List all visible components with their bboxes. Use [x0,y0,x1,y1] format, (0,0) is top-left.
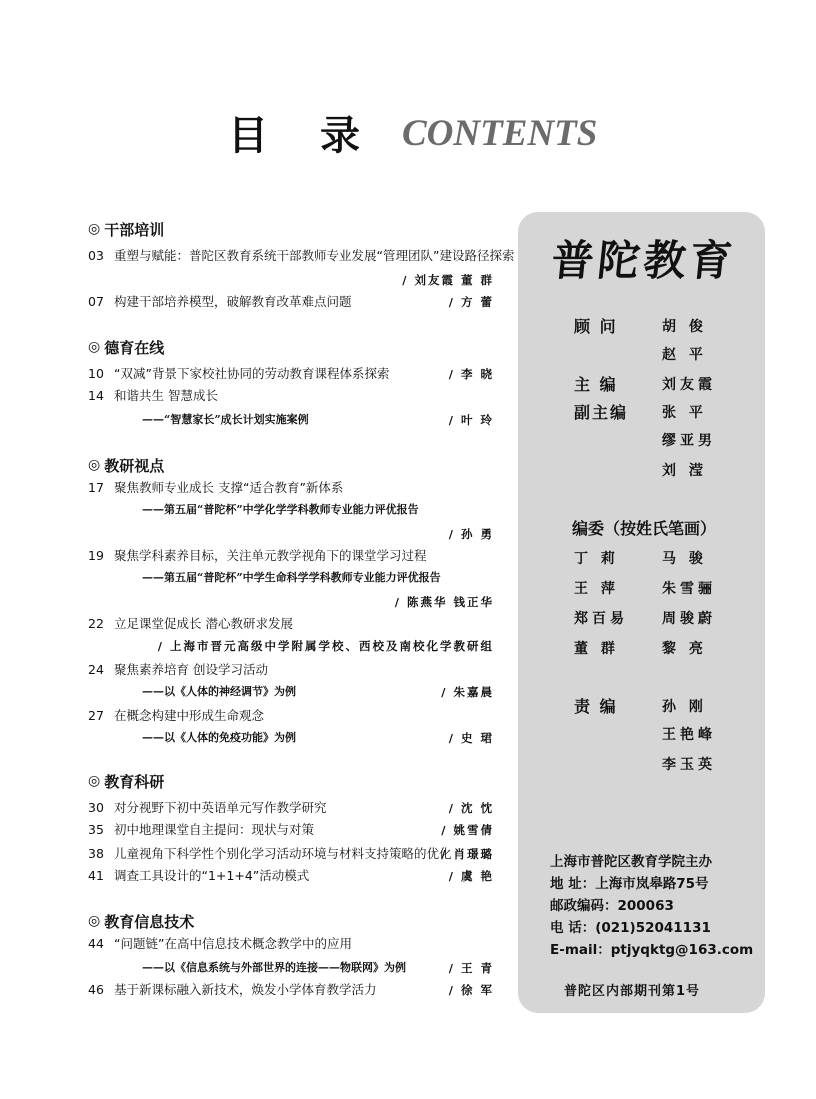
board-member: 董 群 [574,641,619,657]
section-heading [88,770,498,792]
entry-author: / 虞 艳 [448,869,494,883]
deputy-editor-label: 副主编 [574,403,629,422]
circle-bullet-icon: ◎ [88,457,101,473]
section-info-technology [88,910,498,932]
board-member: 马 骏 [662,551,707,567]
entry-author: / 刘友霞 董 群 [402,273,494,287]
circle-bullet-icon: ◎ [88,221,101,237]
entry-title: 调查工具设计的“1+1+4”活动模式 [114,868,310,883]
editor-name: 刘友霞 [662,377,716,393]
entry-subtitle-row [88,500,498,520]
entry-author: / 史 珺 [448,731,494,745]
board-member: 王 萍 [574,581,619,597]
circle-bullet-icon: ◎ [88,913,101,929]
toc-entry[interactable] [88,246,515,266]
page-number: 22 [88,616,104,631]
toc-entry[interactable] [88,478,498,498]
page-number: 27 [88,708,104,723]
entry-author: / 王 青 [448,961,494,975]
circle-bullet-icon: ◎ [88,773,101,789]
entry-title: 构建干部培养模型，破解教育改革难点问题 [114,294,352,309]
section-title: 干部培训 [104,220,165,239]
entry-title: 立足课堂促成长 潜心教研求发展 [114,616,293,631]
section-moral-education [88,336,498,358]
publisher-line: 上海市普陀区教育学院主办 [550,854,712,870]
page-number: 38 [88,846,104,861]
entry-title: “双减”背景下家校社协同的劳动教育课程体系探索 [114,366,390,381]
entry-title: 聚焦学科素养目标，关注单元教学视角下的课堂学习过程 [114,548,427,563]
header-contents: CONTENTS [402,113,598,154]
toc-entry[interactable] [88,798,498,818]
entry-subtitle-row [88,568,498,588]
entry-title: 重塑与赋能：普陀区教育系统干部教师专业发展“管理团队”建设路径探索 [114,248,515,263]
entry-subtitle: ——以《信息系统与外部世界的连接——物联网》为例 [142,961,406,974]
entry-author: / 徐 军 [448,983,494,997]
header-title: 目录 [228,112,412,159]
section-research-view [88,454,498,476]
phone-line: 电 话：(021)52041131 [550,920,711,936]
entry-author: / 孙 勇 [448,527,494,541]
section-education-research [88,770,498,792]
entry-subtitle: ——第五届“普陀杯”中学化学学科教师专业能力评优报告 [142,503,419,516]
address-line: 地 址：上海市岚皋路75号 [550,876,709,892]
deputy-editor-name: 刘 滢 [662,463,707,479]
section-title: 教育科研 [104,772,165,791]
page-number: 03 [88,248,104,263]
entry-title: 对分视野下初中英语单元写作教学研究 [114,800,327,815]
toc-entry[interactable] [88,706,498,726]
entry-author: / 沈 忱 [448,801,494,815]
entry-title: 儿童视角下科学性个别化学习活动环境与材料支持策略的优化 [114,846,452,861]
entry-title: 聚焦教师专业成长 支撑“适合教育”新体系 [114,480,344,495]
masthead-panel [518,212,765,1013]
entry-subtitle: ——以《人体的神经调节》为例 [142,685,296,698]
entry-title: 初中地理课堂自主提问：现状与对策 [114,822,315,837]
page-number: 17 [88,480,104,495]
board-member: 黎 亮 [662,641,707,657]
entry-title: 在概念构建中形成生命观念 [114,708,265,723]
postcode-line: 邮政编码：200063 [550,898,674,914]
board-label: 编委（按姓氏笔画） [572,519,717,538]
section-heading [88,336,498,358]
entry-author: / 方 蕾 [448,295,494,309]
entry-title: 基于新课标融入新技术，焕发小学体育教学活力 [114,982,377,997]
advisor-name: 胡 俊 [662,319,707,335]
responsible-editor-label: 责 编 [574,697,618,716]
toc-entry[interactable] [88,934,498,954]
page-number: 41 [88,868,104,883]
page-number: 19 [88,548,104,563]
toc-entry[interactable] [88,292,498,312]
entry-author: / 朱嘉晨 [441,685,494,699]
page-number: 07 [88,294,104,309]
entry-author: / 李 晓 [448,367,494,381]
responsible-editor-name: 孙 刚 [662,699,707,715]
toc-entry[interactable] [88,386,498,406]
section-title: 教研视点 [104,456,165,475]
entry-title: 聚焦素养培育 创设学习活动 [114,662,268,677]
entry-title: “问题链”在高中信息技术概念教学中的应用 [114,936,352,951]
entry-subtitle: ——以《人体的免疫功能》为例 [142,731,296,744]
entry-subtitle-row [88,728,498,748]
page-number: 44 [88,936,104,951]
internal-publication-note: 普陀区内部期刊第1号 [564,984,701,999]
section-title: 教育信息技术 [104,912,195,931]
responsible-editor-name: 王艳峰 [662,727,716,743]
entry-subtitle-row [88,958,498,978]
page-number: 35 [88,822,104,837]
entry-author: / 肖璟璐 [441,847,494,861]
toc-entry[interactable] [88,546,498,566]
entry-subtitle-row [88,410,498,430]
page-number: 30 [88,800,104,815]
journal-logo: 普陀教育 [549,236,739,285]
toc-entry[interactable] [88,820,498,840]
deputy-editor-name: 张 平 [662,405,707,421]
entry-subtitle: ——第五届“普陀杯”中学生命科学学科教师专业能力评优报告 [142,571,441,584]
toc-entry[interactable] [88,980,498,1000]
entry-author: / 姚雪倩 [441,823,494,837]
board-member: 郑百易 [574,611,628,627]
section-heading [88,910,498,932]
section-heading [88,454,498,476]
page-number: 14 [88,388,104,403]
responsible-editor-name: 李玉英 [662,757,716,773]
circle-bullet-icon: ◎ [88,339,101,355]
entry-subtitle-row [88,682,498,702]
entry-author: / 叶 玲 [448,413,494,427]
editor-label: 主 编 [574,375,618,394]
page-number: 46 [88,982,104,997]
toc-entry[interactable] [88,866,498,886]
deputy-editor-name: 缪亚男 [662,433,716,449]
toc-entry[interactable] [88,614,498,634]
board-member: 周骏蔚 [662,611,716,627]
entry-author: / 陈燕华 钱正华 [394,595,494,609]
entry-subtitle: ——“智慧家长”成长计划实施案例 [142,413,309,426]
toc-entry[interactable] [88,660,498,680]
toc-entry[interactable] [88,364,498,384]
email-line: E-mail：ptjyqktg@163.com [550,942,754,958]
section-title: 德育在线 [104,338,165,357]
section-heading [88,218,498,240]
toc-entry[interactable] [88,844,498,864]
board-member: 朱雪骊 [662,581,716,597]
section-cadre-training [88,218,498,240]
board-member: 丁 莉 [574,551,619,567]
advisor-name: 赵 平 [662,347,707,363]
page-number: 10 [88,366,104,381]
advisor-label: 顾 问 [574,317,618,336]
entry-title: 和谐共生 智慧成长 [114,388,218,403]
entry-author: / 上海市晋元高级中学附属学校、西校及南校化学教研组 [157,639,494,653]
page-number: 24 [88,662,104,677]
